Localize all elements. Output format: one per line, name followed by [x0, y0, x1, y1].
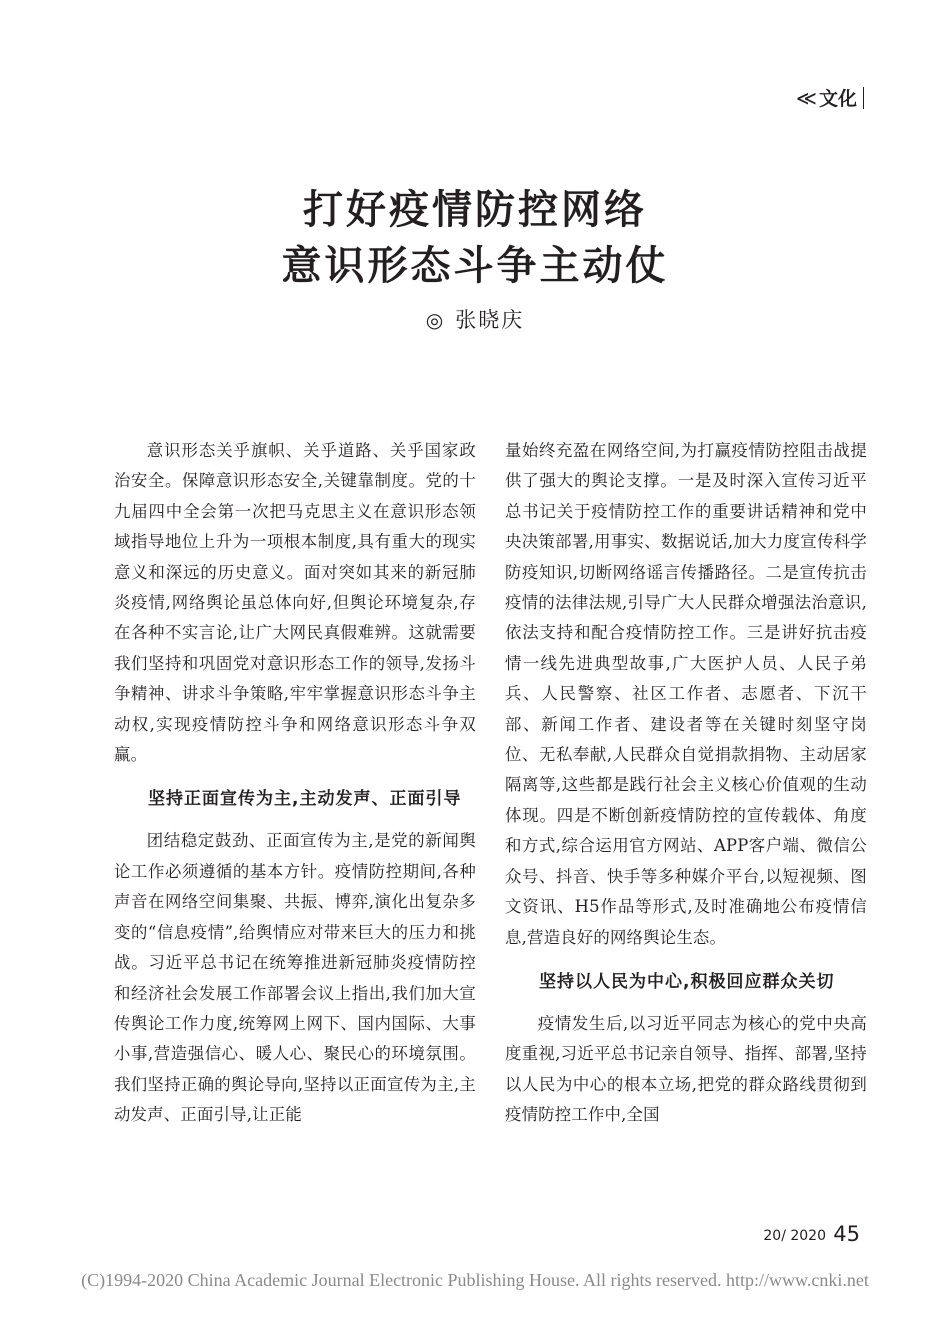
circle-mark-icon: ◎ [425, 308, 446, 332]
paragraph-continued: 量始终充盈在网络空间,为打赢疫情防控阻击战提供了强大的舆论支撑。一是及时深入宣传习近平总书记关于疫情防控工作的重要讲话精神和党中央决策部署,用事实、数据说话,加大力度宣传科学防疫知识,切断网络谣言传播路径。二是宣传抗击疫情的法律法规,引导广大人民群众增强法治意识,依法支持和配合疫情防控工作。三是讲好抗击疫情一线先进典型故事,广大医护人员、人民子弟兵、人民警察、社区工作者、志愿者、下沉干部、新闻工作者、建设者等在关键时刻坚守岗位、无私奉献,人民群众自觉捐款捐物、主动居家隔离等,这些都是践行社会主义核心价值观的生动体现。四是不断创新疫情防控的宣传载体、角度和方式,综合运用官方网站、APP客户端、微信公众号、抖音、快手等多种媒介平台,以短视频、图文资讯、H5作品等形式,及时准确地公布疫情信息,营造良好的网络舆论生态。 [505, 441, 867, 947]
author-name: 张晓庆 [455, 308, 525, 332]
paragraph-intro: 意识形态关乎旗帜、关乎道路、关乎国家政治安全。保障意识形态安全,关键靠制度。党的十九届四中全会第一次把马克思主义在意识形态领域指导地位上升为一项根本制度,具有重大的现实意义和深远的历史意义。面对突如其来的新冠肺炎疫情,网络舆论虽总体向好,但舆论环境复杂,存在各种不实言论,让广大网民真假难辨。这就需要我们坚持和巩固党对意识形态工作的领导,发扬斗争精神、讲求斗争策略,牢牢掌握意识形态斗争主动权,实现疫情防控斗争和网络意识形态斗争双赢。 [114, 441, 476, 765]
paragraph-positive-publicity: 团结稳定鼓劲、正面宣传为主,是党的新闻舆论工作必须遵循的基本方针。疫情防控期间,各种声音在网络空间集聚、共振、博弈,演化出复杂多变的“信息疫情”,给舆情应对带来巨大的压力和挑战。习近平总书记在统筹推进新冠肺炎疫情防控和经济社会发展工作部署会议上指出,我们加大宣传舆论工作力度,统筹网上网下、国内国际、大事小事,营造强信心、暖人心、聚民心的环境氛围。我们坚持正确的舆论导向,坚持以正面宣传为主,主动发声、正面引导,让正能 [114, 831, 476, 1125]
section-label: 文化 [818, 88, 857, 110]
chevron-left-icon: ≪ [796, 85, 817, 110]
author-byline [0, 304, 950, 334]
article-title-line-1: 打好疫情防控网络 [303, 187, 647, 233]
issue-number: 20/ 2020 [763, 1228, 826, 1244]
article-title-line-2: 意识形态斗争主动仗 [281, 243, 669, 289]
page-number: 45 [833, 1222, 860, 1246]
right-column [505, 436, 867, 1131]
copyright-notice: (C)1994-2020 China Academic Journal Electronic Publishing House. All rights reserved. http://www.cnki.net [81, 1270, 869, 1290]
section-header [796, 84, 864, 111]
paragraph-people-centered: 疫情发生后,以习近平同志为核心的党中央高度重视,习近平总书记亲自领导、指挥、部署,坚持以人民为中心的根本立场,把党的群众路线贯彻到疫情防控工作中,全国 [505, 1013, 867, 1125]
section-heading-1: 坚持正面宣传为主,主动发声、正面引导 [148, 789, 462, 810]
section-heading-2: 坚持以人民为中心,积极回应群众关切 [539, 971, 835, 992]
left-column [114, 436, 476, 1131]
header-divider [863, 87, 864, 109]
